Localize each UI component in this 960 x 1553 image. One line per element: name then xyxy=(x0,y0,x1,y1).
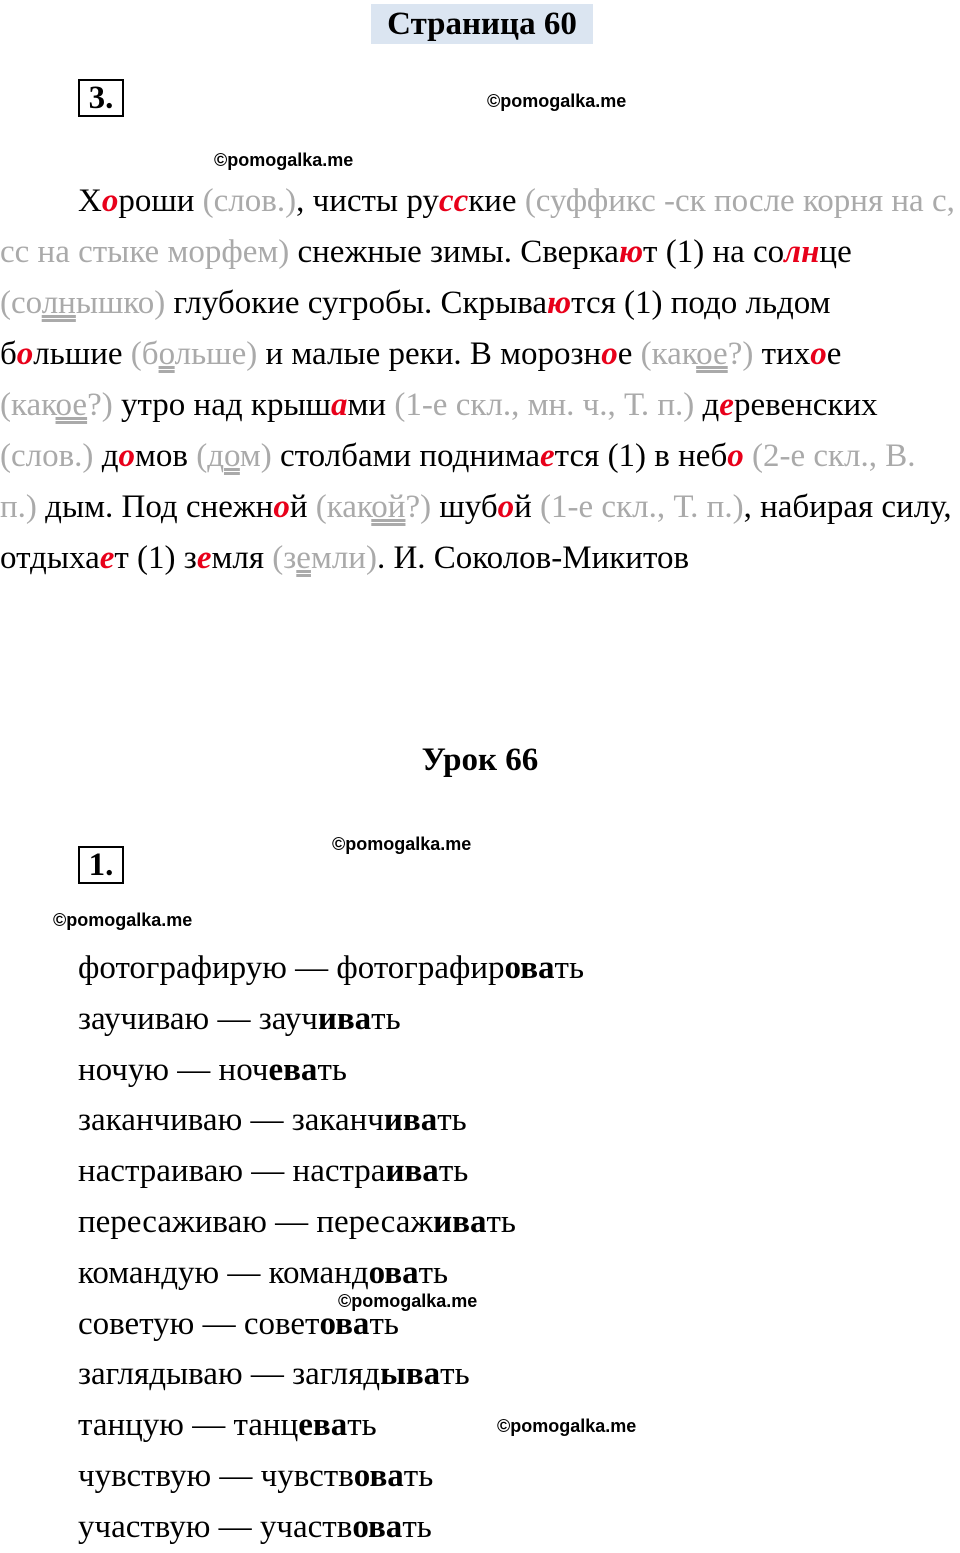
lesson-title: Урок 66 xyxy=(421,742,539,778)
hint: (2-е скл., В. п.) xyxy=(0,438,916,525)
text-segment: кие xyxy=(468,183,517,219)
orthogram: сс xyxy=(438,183,469,219)
word-pair: танцую — танцевать xyxy=(78,1407,377,1444)
text-segment: ми xyxy=(347,387,387,423)
orthogram: о xyxy=(118,438,135,474)
text-segment: льшие xyxy=(33,336,123,372)
text-segment: шуб xyxy=(431,489,498,525)
text-segment: т (1) з xyxy=(114,540,197,576)
word-pair: участвую — участвовать xyxy=(78,1508,432,1545)
text-segment: снежные зимы. Сверка xyxy=(289,234,619,270)
text-segment: утро над крыш xyxy=(112,387,332,423)
text-segment: глубокие сугробы. Скрыва xyxy=(165,285,548,321)
hint: (слов.) xyxy=(194,183,297,219)
text-segment: и малые реки. В морозн xyxy=(257,336,602,372)
hint-marked: лн xyxy=(41,285,76,321)
word-pair: заглядываю — заглядывать xyxy=(78,1356,470,1393)
word-pair: настраиваю — настраивать xyxy=(78,1153,469,1190)
hint: (з xyxy=(264,540,297,576)
text-segment: д xyxy=(694,387,720,423)
suffix: ова xyxy=(353,1457,404,1494)
hint: мли) xyxy=(310,540,377,576)
hint: (со xyxy=(0,285,42,321)
word-pairs-list xyxy=(78,943,584,1553)
suffix: ева xyxy=(298,1407,348,1444)
suffix: ева xyxy=(268,1051,318,1088)
text-segment: Х xyxy=(78,183,102,219)
orthogram: о xyxy=(727,438,744,474)
word-pair: фотографирую — фотографировать xyxy=(78,950,585,986)
watermark: ©pomogalka.me xyxy=(338,1291,478,1311)
text-segment: мля xyxy=(211,540,265,576)
suffix: ова xyxy=(352,1508,403,1545)
orthogram: о xyxy=(810,336,827,372)
hint: (как xyxy=(0,387,56,423)
watermark: ©pomogalka.me xyxy=(487,91,627,111)
suffix: ова xyxy=(319,1305,370,1342)
orthogram: о xyxy=(16,336,34,372)
suffix: ова xyxy=(504,950,555,986)
exercise-number-1: 1. xyxy=(78,846,124,884)
text-segment: столбами поднима xyxy=(271,438,541,474)
hint: м) xyxy=(239,438,272,474)
orthogram: е xyxy=(99,540,115,576)
hint: (д xyxy=(187,438,224,474)
word-pair: заканчиваю — заканчивать xyxy=(78,1102,467,1139)
text-segment: е xyxy=(617,336,633,372)
word-pair: заучиваю — заучивать xyxy=(78,1000,401,1037)
text-segment: тих xyxy=(753,336,811,372)
text-segment: д xyxy=(93,438,119,474)
text-segment: , набирая силу, отдыха xyxy=(0,489,952,576)
word-pair: чувствую — чувствовать xyxy=(78,1457,434,1494)
hint: ?) xyxy=(727,336,754,372)
watermark: ©pomogalka.me xyxy=(332,834,472,854)
hint: ышко) xyxy=(75,285,166,321)
suffix: ива xyxy=(433,1203,487,1240)
orthogram: а xyxy=(331,387,348,423)
text-segment: й xyxy=(289,489,308,525)
word-pair: пересаживаю — пересаживать xyxy=(78,1203,516,1240)
text-segment: тся (1) подо льдом б xyxy=(0,285,831,372)
dictation-text xyxy=(0,176,960,584)
word-pair: ночую — ночевать xyxy=(78,1051,347,1088)
hint-marked: ой xyxy=(371,489,406,525)
hint: ?) xyxy=(87,387,113,423)
text-segment: е xyxy=(826,336,842,372)
hint: льше) xyxy=(174,336,258,372)
watermark: ©pomogalka.me xyxy=(53,910,193,930)
text-segment: мов xyxy=(134,438,188,474)
text-segment: дым. Под снежн xyxy=(36,489,274,525)
suffix: ова xyxy=(368,1254,419,1291)
suffix: ыва xyxy=(380,1356,441,1393)
text-segment: роши xyxy=(118,183,195,219)
text-segment: . xyxy=(376,540,394,576)
text-segment: тся (1) в неб xyxy=(554,438,728,474)
text-segment: це xyxy=(819,234,852,270)
author: И. Соколов-Микитов xyxy=(393,540,690,576)
exercise-number-3: 3. xyxy=(78,79,124,117)
hint: (суффикс -ск после корня на с, сс на стыке морфем) xyxy=(0,183,955,270)
orthogram: ю xyxy=(547,285,572,321)
suffix: ива xyxy=(385,1153,439,1190)
hint-marked: о xyxy=(223,438,240,474)
hint-marked: о xyxy=(158,336,175,372)
hint-marked: ое xyxy=(55,387,88,423)
hint: (1-е скл., Т. п.) xyxy=(531,489,744,525)
suffix: ива xyxy=(317,1000,372,1037)
text-segment: й xyxy=(514,489,532,525)
hint: (слов.) xyxy=(0,438,94,474)
hint: (как xyxy=(632,336,697,372)
orthogram: е xyxy=(196,540,212,576)
orthogram: е xyxy=(540,438,555,474)
orthogram: о xyxy=(601,336,618,372)
hint: (как xyxy=(307,489,372,525)
text-segment: т (1) на со xyxy=(643,234,785,270)
word-pair: советую — советовать xyxy=(78,1305,399,1342)
orthogram: лн xyxy=(784,234,820,270)
orthogram: о xyxy=(273,489,290,525)
orthogram: о xyxy=(101,183,119,219)
word-pair: командую — командовать xyxy=(78,1254,449,1291)
hint-marked: ое xyxy=(696,336,728,372)
hint: ?) xyxy=(405,489,432,525)
orthogram: е xyxy=(719,387,734,423)
watermark: ©pomogalka.me xyxy=(497,1416,637,1436)
orthogram: ю xyxy=(618,234,644,270)
hint: (1-е скл., мн. ч., Т. п.) xyxy=(386,387,695,423)
hint-marked: е xyxy=(296,540,311,576)
page-title: Страница 60 xyxy=(371,4,593,44)
text-segment: ревенских xyxy=(733,387,878,423)
orthogram: о xyxy=(497,489,515,525)
hint: (б xyxy=(122,336,159,372)
watermark: ©pomogalka.me xyxy=(214,150,354,170)
suffix: ива xyxy=(383,1102,438,1139)
text-segment: , чисты ру xyxy=(296,183,439,219)
